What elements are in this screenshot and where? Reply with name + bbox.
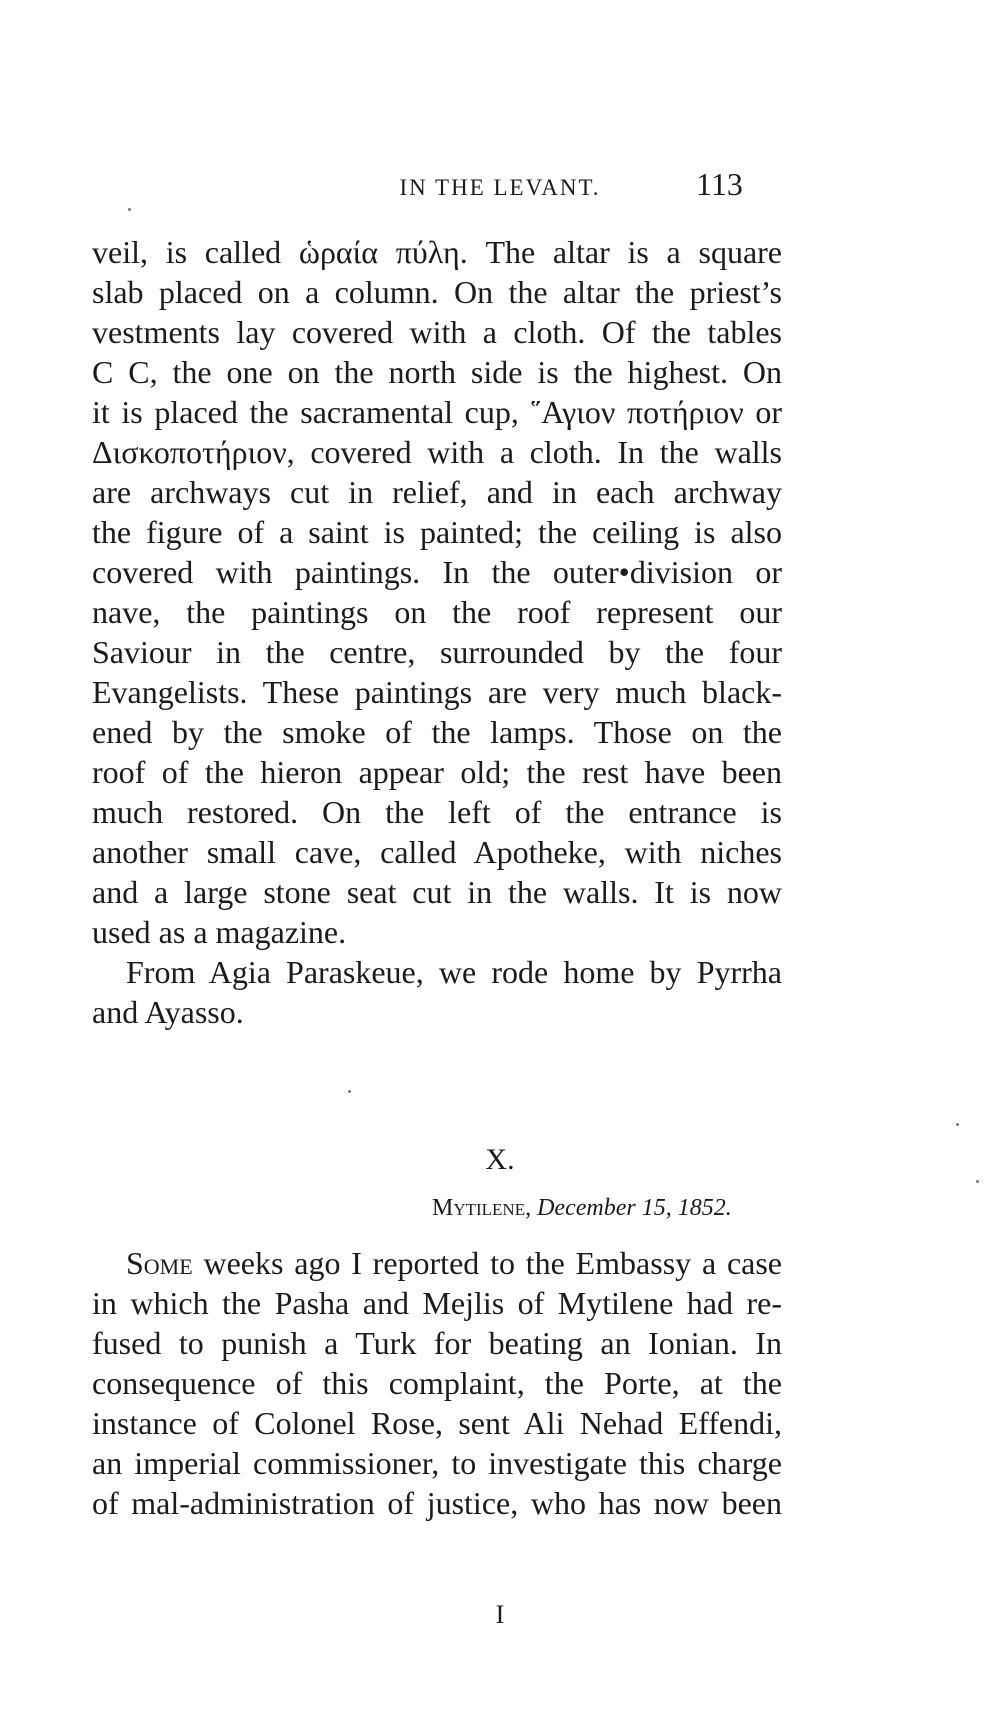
text-line: instance of Colonel Rose, sent Ali Nehad Effendi, [92, 1405, 782, 1441]
paper-speck [348, 1090, 351, 1093]
text-line: Δισκοποτήριον, covered with a cloth. In the walls [92, 434, 782, 470]
text-line: ened by the smoke of the lamps. Those on the [92, 714, 782, 750]
dateline: Mytilene, December 15, 1852. [432, 1195, 732, 1221]
paper-speck [956, 1123, 959, 1126]
text-line: used as a magazine. [92, 914, 347, 950]
text-line: an imperial commissioner, to investigate this charge [92, 1445, 782, 1481]
running-title: IN THE LEVANT. [399, 175, 601, 200]
section-numeral: X. [485, 1143, 515, 1176]
text-line: it is placed the sacramental cup, ῞Αγιον ποτήριον or [92, 394, 782, 430]
text-line: veil, is called ὡραία πύλη. The altar is a square [92, 234, 782, 270]
text-line: slab placed on a column. On the altar the priest’s [92, 274, 782, 310]
text-line: From Agia Paraskeue, we rode home by Pyrrha [126, 954, 782, 990]
text-line: fused to punish a Turk for beating an Ionian. In [92, 1325, 782, 1361]
text-line: are archways cut in relief, and in each archway [92, 474, 782, 510]
text-line [126, 1243, 782, 1283]
text-line: of mal-administration of justice, who has now been [92, 1485, 782, 1521]
text-line: another small cave, called Apotheke, with niches [92, 834, 782, 870]
paper-speck [128, 208, 131, 211]
text-line: the figure of a saint is painted; the ceiling is also [92, 514, 782, 550]
signature-mark: I [495, 1600, 505, 1629]
drop-word: Some [126, 1245, 193, 1281]
text-line: Evangelists. These paintings are very much black- [92, 674, 782, 710]
paper-speck [976, 1180, 979, 1183]
text-line: covered with paintings. In the outer•division or [92, 554, 782, 590]
text-line: in which the Pasha and Mejlis of Mytilene had re- [92, 1285, 782, 1321]
text-line: Saviour in the centre, surrounded by the four [92, 634, 782, 670]
text-line: consequence of this complaint, the Porte, at the [92, 1365, 782, 1401]
text-line: C C, the one on the north side is the highest. On [92, 354, 782, 390]
dateline-place: Mytilene [432, 1195, 526, 1221]
text-line: nave, the paintings on the roof represent our [92, 594, 782, 630]
dateline-date: December 15, 1852. [537, 1195, 732, 1221]
text-line: and Ayasso. [92, 994, 244, 1030]
text-line-rest: weeks ago I reported to the Embassy a case [203, 1245, 783, 1281]
text-line: and a large stone seat cut in the walls. It is now [92, 874, 782, 910]
text-line: much restored. On the left of the entrance is [92, 794, 782, 830]
text-line: vestments lay covered with a cloth. Of the tables [92, 314, 782, 350]
text-line: roof of the hieron appear old; the rest have been [92, 754, 782, 790]
page-number: 113 [696, 166, 743, 202]
